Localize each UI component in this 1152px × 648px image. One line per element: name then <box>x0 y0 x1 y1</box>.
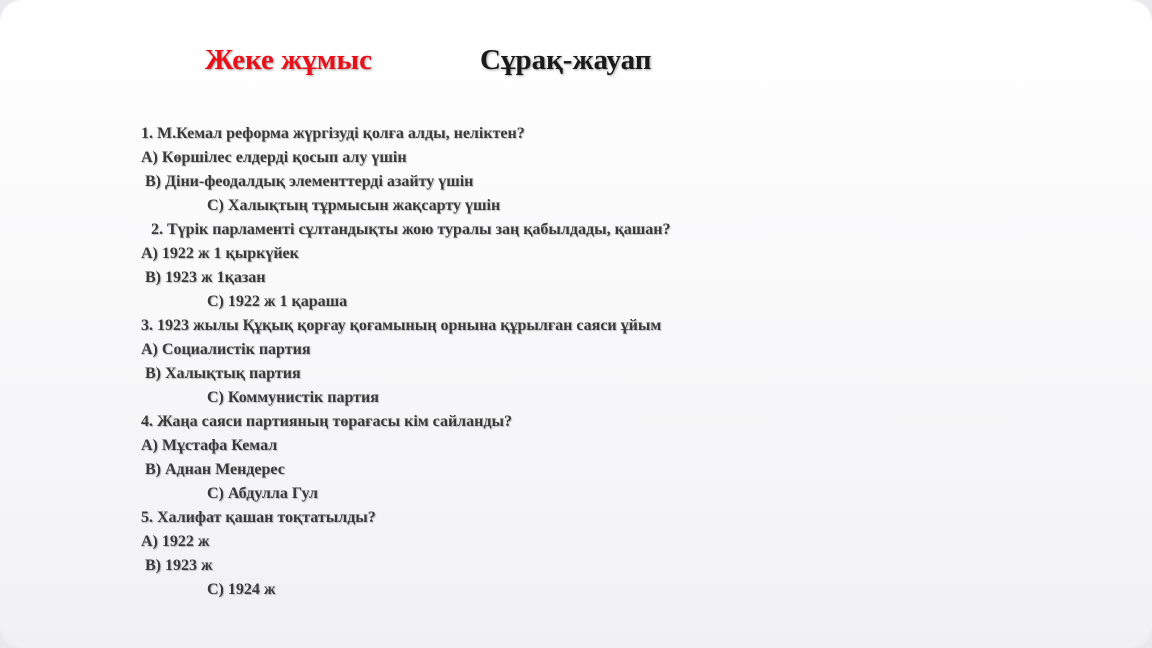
answer-3c: С) Коммунистік партия <box>207 389 379 406</box>
answer-4b: В) Аднан Мендерес <box>145 461 285 478</box>
answer-2a: А) 1922 ж 1 қыркүйек <box>141 245 299 262</box>
question-3: 3. 1923 жылы Құқық қорғау қоғамының орнына құрылған саяси ұйым <box>141 317 662 334</box>
question-5: 5. Халифат қашан тоқтатылды? <box>141 509 376 526</box>
answer-4c: С) Абдулла Гул <box>207 485 319 502</box>
answer-1c: С) Халықтың тұрмысын жақсарту үшін <box>207 197 501 214</box>
answer-5c: С) 1924 ж <box>207 581 276 598</box>
answer-4a: А) Мұстафа Кемал <box>141 437 278 454</box>
title-individual-work: Жеке жұмыс <box>205 44 372 76</box>
answer-5a: А) 1922 ж <box>141 533 210 550</box>
answer-2b: В) 1923 ж 1қазан <box>145 269 266 286</box>
answer-3b: В) Халықтық партия <box>145 365 301 382</box>
answer-1b: В) Діни-феодалдық элементтерді азайту үшін <box>145 173 474 190</box>
quiz-list <box>141 122 841 602</box>
answer-3a: А) Социалистік партия <box>141 341 311 358</box>
question-1: 1. М.Кемал реформа жүргізуді қолға алды, неліктен? <box>141 125 525 142</box>
answer-1a: А) Көршілес елдерді қосып алу үшін <box>141 149 407 166</box>
answer-2c: С) 1922 ж 1 қараша <box>207 293 348 310</box>
question-2: 2. Түрік парламенті сұлтандықты жою туралы заң қабылдады, қашан? <box>151 221 671 238</box>
question-4: 4. Жаңа саяси партияның төрағасы кім сайланды? <box>141 413 512 430</box>
title-question-answer: Сұрақ-жауап <box>480 44 652 76</box>
answer-5b: В) 1923 ж <box>145 557 213 574</box>
